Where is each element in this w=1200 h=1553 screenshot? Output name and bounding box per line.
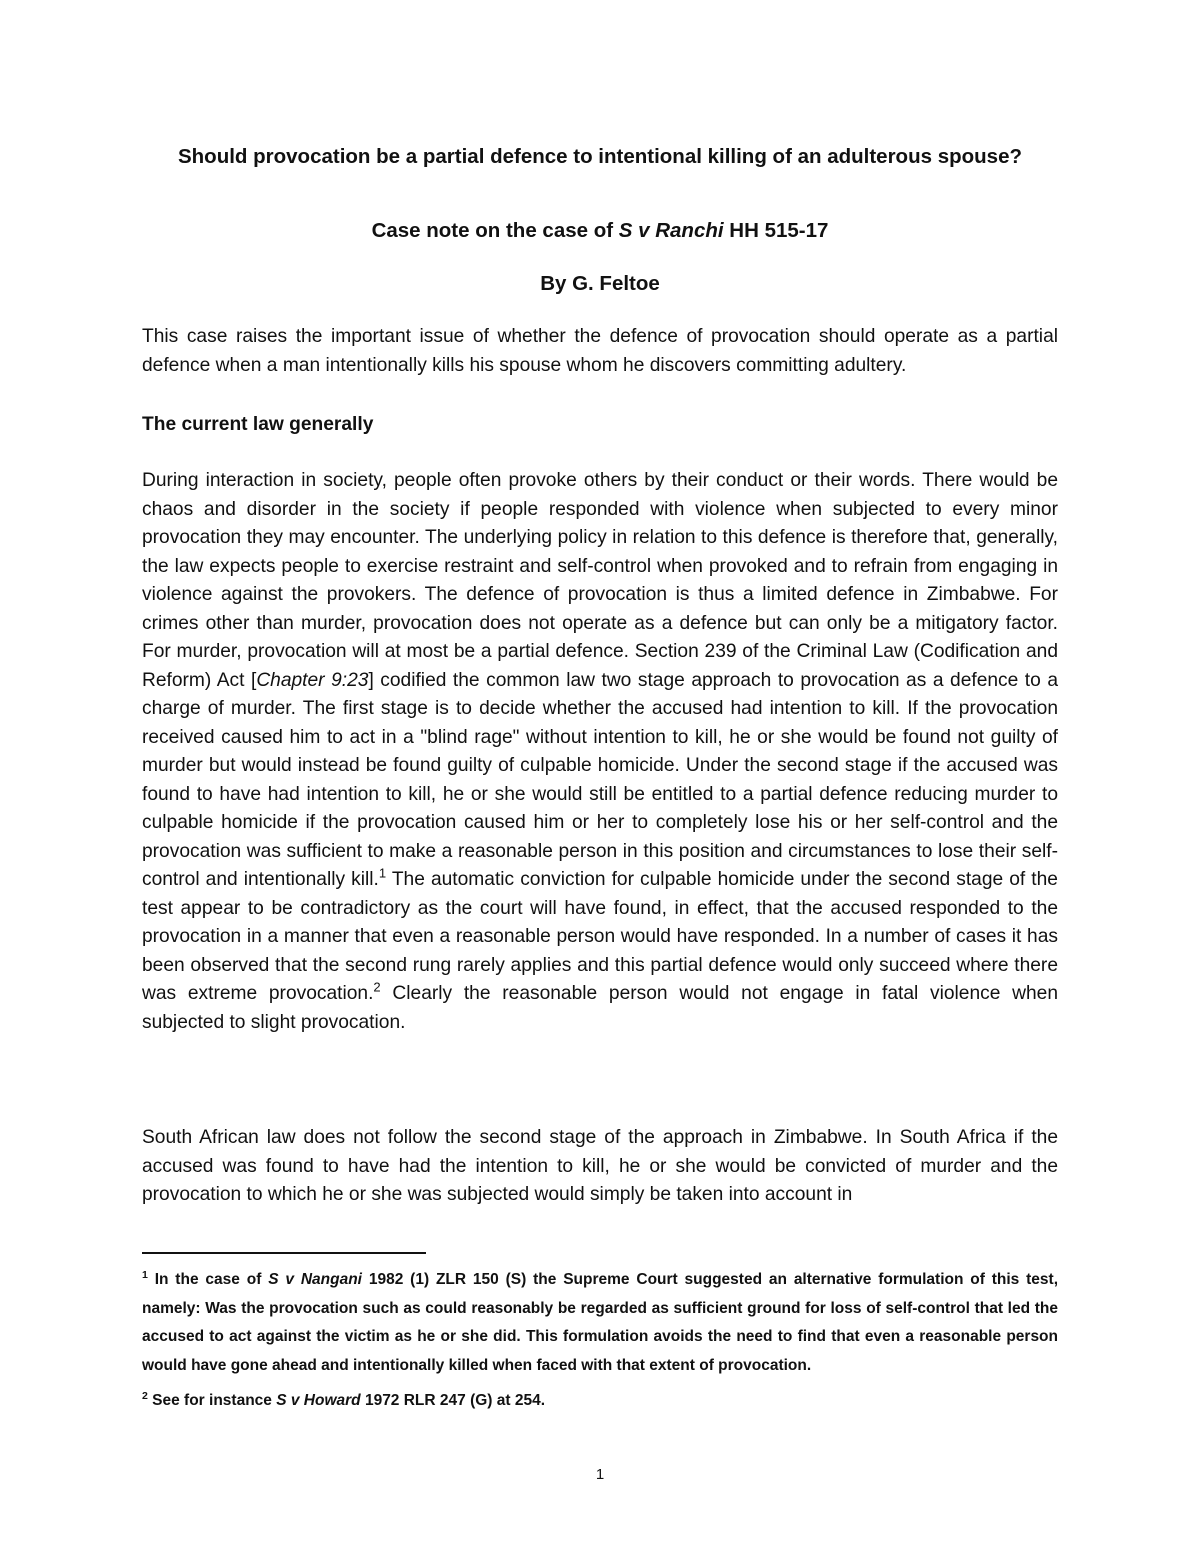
footnote-1-text: 1982 (1) ZLR 150 (S) the Supreme Court suggested an alternative formulation of this test, namely: Was the provocation such as could reasonably be regarded as sufficient ground for loss of self-control that led the accused to act against the victim as he or she did. This formulation avoids the need to find that even a reasonable person would have gone ahead and intentionally killed when faced with that extent of provocation. [142,1271,1059,1374]
paragraph1-part2: ] codified the common law two stage approach to provocation as a defence to a charge of murder. The first stage is to decide whether the accused had intention to kill. If the provocation received caused him to act in a "blind rage" without intention to kill, he or she would be found not guilty of murder but would instead be found guilty of culpable homicide. Under the second stage if the accused was found to have had intention to kill, he or she would still be entitled to a partial defence reducing murder to culpable homicide if the provocation caused him or her to completely lose his or her self-control and the provocation was sufficient to make a reasonable person in this position and circumstances to lose their self-control and intentionally kill. [142,669,1058,890]
document-subtitle [142,216,1058,245]
footnote-1-case: S v Nangani [268,1271,362,1288]
document-title: Should provocation be a partial defence to intentional killing of an adulterous spouse? [177,145,1022,168]
paragraph1-part3: The automatic conviction for culpable homicide under the second stage of the test appear to be contradictory as the court will have found, in effect, that the accused responded to the provocation in a manner that even a reasonable person would have responded. In a number of cases it has been observed that the second rung rarely applies and this partial defence would only succeed where there was extreme provocation. [142,869,1058,1004]
footnote-1-prefix: In the case of [147,1271,269,1288]
footnote-separator [142,1252,426,1254]
page-number: 1 [595,1466,605,1483]
footnote-2-prefix: See for instance [147,1392,277,1409]
body-paragraph-2: South African law does not follow the second stage of the approach in Zimbabwe. In South Africa if the accused was found to have had the intention to kill, he or she would be convicted of murder and the provocation to which he or she was subjected would simply be taken into account in [142,1127,1058,1205]
subtitle-case-name: S v Ranchi [618,219,724,242]
footnote-1-number: 1 [142,1268,148,1281]
footnote-2-text: 1972 RLR 247 (G) at 254. [360,1392,546,1409]
paragraph1-part4: Clearly the reasonable person would not engage in fatal violence when subjected to slight provocation. [142,983,1058,1033]
section-heading: The current law generally [142,414,374,435]
footnote-2-number: 2 [142,1389,148,1402]
paragraph1-part1: During interaction in society, people often provoke others by their conduct or their words. There would be chaos and disorder in the society if people responded with violence when subjected to every minor provocation they may encounter. The underlying policy in relation to this defence is therefore that, generally, the law expects people to exercise restraint and self-control when provoked and to refrain from engaging in violence against the provokers. The defence of provocation is thus a limited defence in Zimbabwe. For crimes other than murder, provocation does not operate as a defence but can only be a mitigatory factor. For murder, provocation will at most be a partial defence. Section 239 of the Criminal Law (Codification and Reform) Act [ [142,470,1058,691]
paragraph1-chapter: Chapter 9:23 [256,669,369,691]
footnote-1 [142,1266,1058,1380]
footnote-2 [142,1387,1058,1416]
subtitle-suffix: HH 515-17 [723,219,829,242]
subtitle-prefix: Case note on the case of [371,219,619,242]
body-paragraph-1 [142,467,1058,1037]
author-byline: By G. Feltoe [540,272,660,295]
footnote-2-case: S v Howard [276,1392,361,1409]
document-page [142,0,1058,1553]
intro-paragraph: This case raises the important issue of whether the defence of provocation should operate as a partial defence when a man intentionally kills his spouse whom he discovers committing adultery. [142,326,1058,376]
footnote-ref-2[interactable]: 2 [373,979,381,995]
footnote-ref-1[interactable]: 1 [378,865,387,881]
